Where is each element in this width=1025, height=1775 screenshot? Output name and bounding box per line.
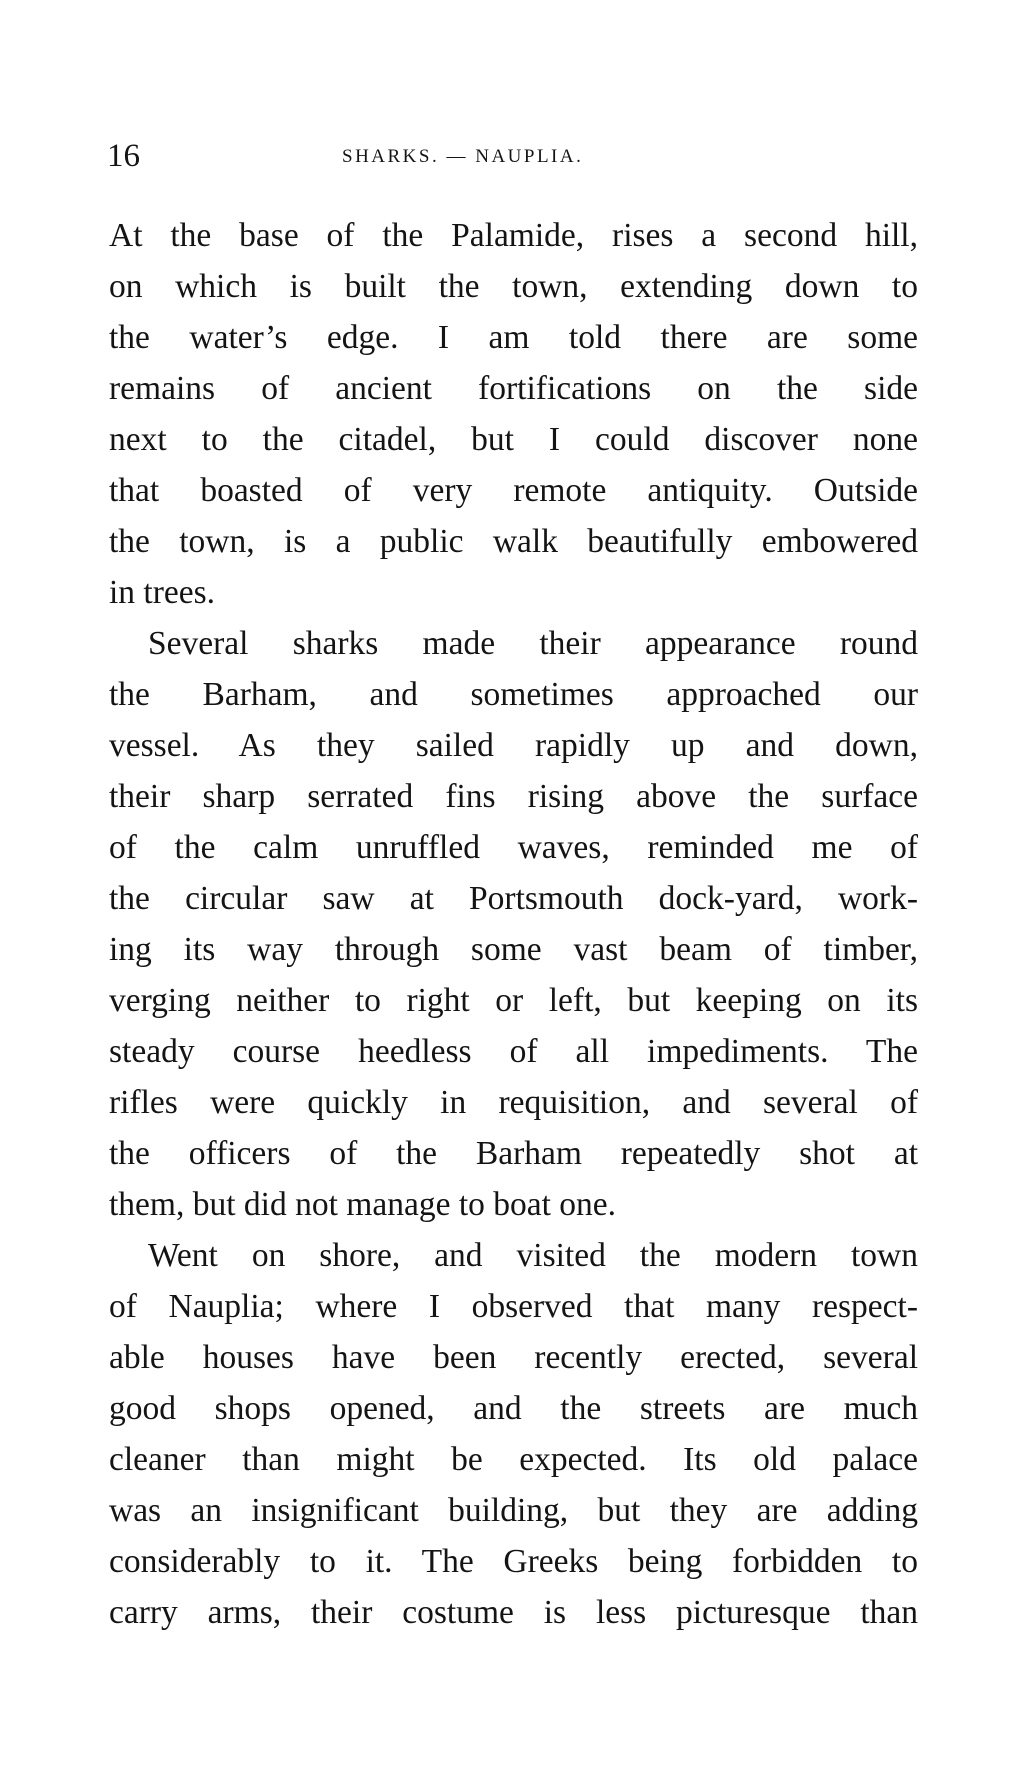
text-line: Went on shore, and visited the modern town [148, 1237, 918, 1274]
text-line: steady course heedless of all impediments. The [109, 1033, 918, 1070]
text-line: verging neither to right or left, but keeping on its [109, 982, 918, 1019]
paragraph [109, 618, 918, 1230]
text-line: the Barham, and sometimes approached our [109, 676, 918, 713]
text-line: vessel. As they sailed rapidly up and down, [109, 727, 918, 764]
page-number: 16 [107, 138, 140, 174]
body-text [109, 210, 918, 1638]
paragraph [109, 1230, 918, 1638]
text-line: their sharp serrated fins rising above the surface [109, 778, 918, 815]
text-line: ing its way through some vast beam of timber, [109, 931, 918, 968]
text-line: was an insignificant building, but they are adding [109, 1492, 918, 1529]
text-line: the water’s edge. I am told there are some [109, 319, 918, 356]
text-line: considerably to it. The Greeks being forbidden to [109, 1543, 918, 1580]
text-line: them, but did not manage to boat one. [109, 1186, 617, 1223]
text-line: the town, is a public walk beautifully embowered [109, 523, 918, 560]
running-head [107, 136, 917, 176]
text-line: the circular saw at Portsmouth dock-yard, work- [109, 880, 918, 917]
text-line: on which is built the town, extending down to [109, 268, 918, 305]
text-line: the officers of the Barham repeatedly shot at [109, 1135, 918, 1172]
text-line: At the base of the Palamide, rises a second hill, [109, 217, 918, 254]
text-line: rifles were quickly in requisition, and several of [109, 1084, 918, 1121]
text-line: carry arms, their costume is less picturesque than [109, 1594, 918, 1631]
running-title: SHARKS. — NAUPLIA. [342, 146, 584, 167]
text-line: of the calm unruffled waves, reminded me of [109, 829, 918, 866]
text-line: that boasted of very remote antiquity. Outside [109, 472, 918, 509]
text-line: able houses have been recently erected, several [109, 1339, 918, 1376]
text-line: good shops opened, and the streets are much [109, 1390, 918, 1427]
paragraph [109, 210, 918, 618]
text-line: cleaner than might be expected. Its old palace [109, 1441, 918, 1478]
text-line: next to the citadel, but I could discover none [109, 421, 918, 458]
text-line: in trees. [109, 574, 216, 611]
text-line: of Nauplia; where I observed that many respect- [109, 1288, 918, 1325]
text-line: remains of ancient fortifications on the side [109, 370, 918, 407]
text-line: Several sharks made their appearance round [148, 625, 918, 662]
